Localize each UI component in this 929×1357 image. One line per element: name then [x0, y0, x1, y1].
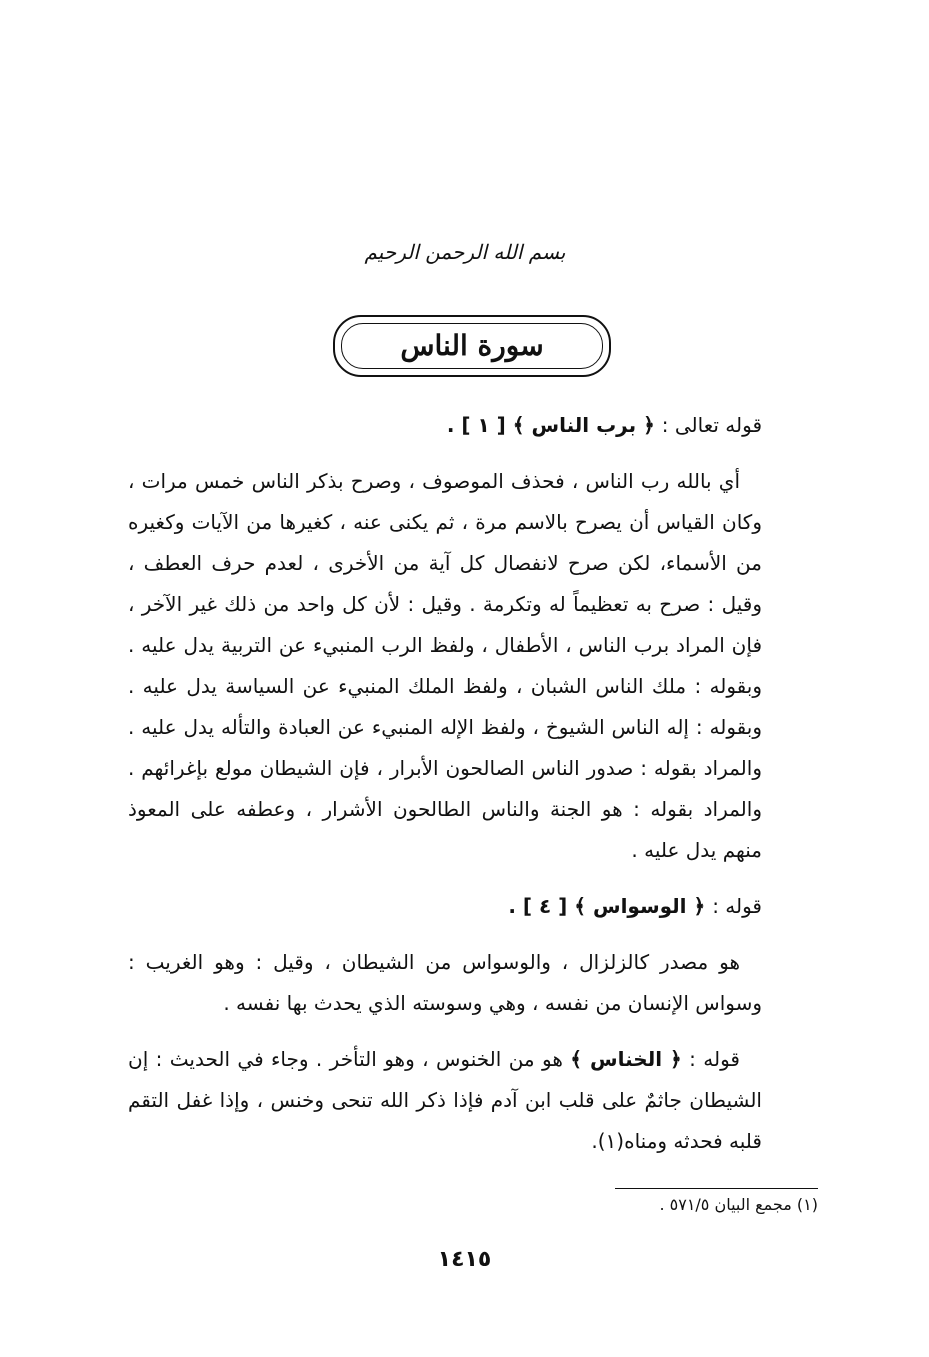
verse-quote: ﴿ برب الناس ﴾ [ ١ ] .: [446, 413, 655, 437]
verse-quote: ﴿ الوسواس ﴾ [ ٤ ] .: [508, 894, 706, 918]
heading-prefix: قوله :: [689, 1047, 740, 1071]
commentary-text: هو من الخنوس ، وهو التأخر . وجاء في الحديث : إن الشيطان جاثمٌ على قلب ابن آدم فإذا ذكر الله تنحى وخنس ، وإذا غفل التقم قلبه فحدثه ومناه(١).: [128, 1047, 762, 1153]
footnote: (١) مجمع البيان ٥٧١/٥ .: [659, 1195, 818, 1214]
basmala: بسم الله الرحمن الرحيم: [364, 240, 566, 264]
surah-title-frame: [333, 315, 611, 377]
commentary-paragraph: أي بالله رب الناس ، فحذف الموصوف ، وصرح بذكر الناس خمس مرات ، وكان القياس أن يصرح بالاسم مرة ، ثم يكنى عنه ، كغيرها من الآيات وكغيره من الأسماء، لكن صرح لانفصال كل آية من الأخرى ، لعدم حرف العطف ، وقيل : صرح به تعظيماً له وتكرمة . وقيل : لأن كل واحد من ذلك غير الآخر ، فإن المراد برب الناس ، الأطفال ، ولفظ الرب المنبيء عن التربية يدل عليه . وبقوله : ملك الناس الشبان ، ولفظ الملك المنبيء عن السياسة يدل عليه . وبقوله : إله الناس الشيوخ ، ولفظ الإله المنبيء عن العبادة والتأله يدل عليه . والمراد بقوله : صدور الناس الصالحون الأبرار ، فإن الشيطان مولع بإغرائهم . والمراد بقوله : هو الجنة والناس الطالحون الأشرار ، وعطفه على المعوذ منهم يدل عليه .: [128, 469, 762, 862]
page-number: ١٤١٥: [437, 1247, 492, 1272]
verse-heading: [128, 405, 762, 446]
heading-prefix: قوله تعالى :: [661, 413, 762, 437]
surah-title: سورة الناس: [400, 329, 544, 362]
commentary-paragraph-with-heading: [128, 1039, 762, 1162]
main-text: [128, 405, 762, 1177]
heading-prefix: قوله :: [712, 894, 762, 918]
verse-heading: [128, 886, 762, 927]
commentary-paragraph: هو مصدر كالزلزال ، والوسواس من الشيطان ، وقيل : وهو الغريب : وسواس الإنسان من نفسه ، وهي وسوسته الذي يحدث بها نفسه .: [128, 950, 762, 1015]
verse-quote: ﴿ الخناس ﴾: [570, 1047, 682, 1071]
footnote-divider: [615, 1188, 818, 1189]
